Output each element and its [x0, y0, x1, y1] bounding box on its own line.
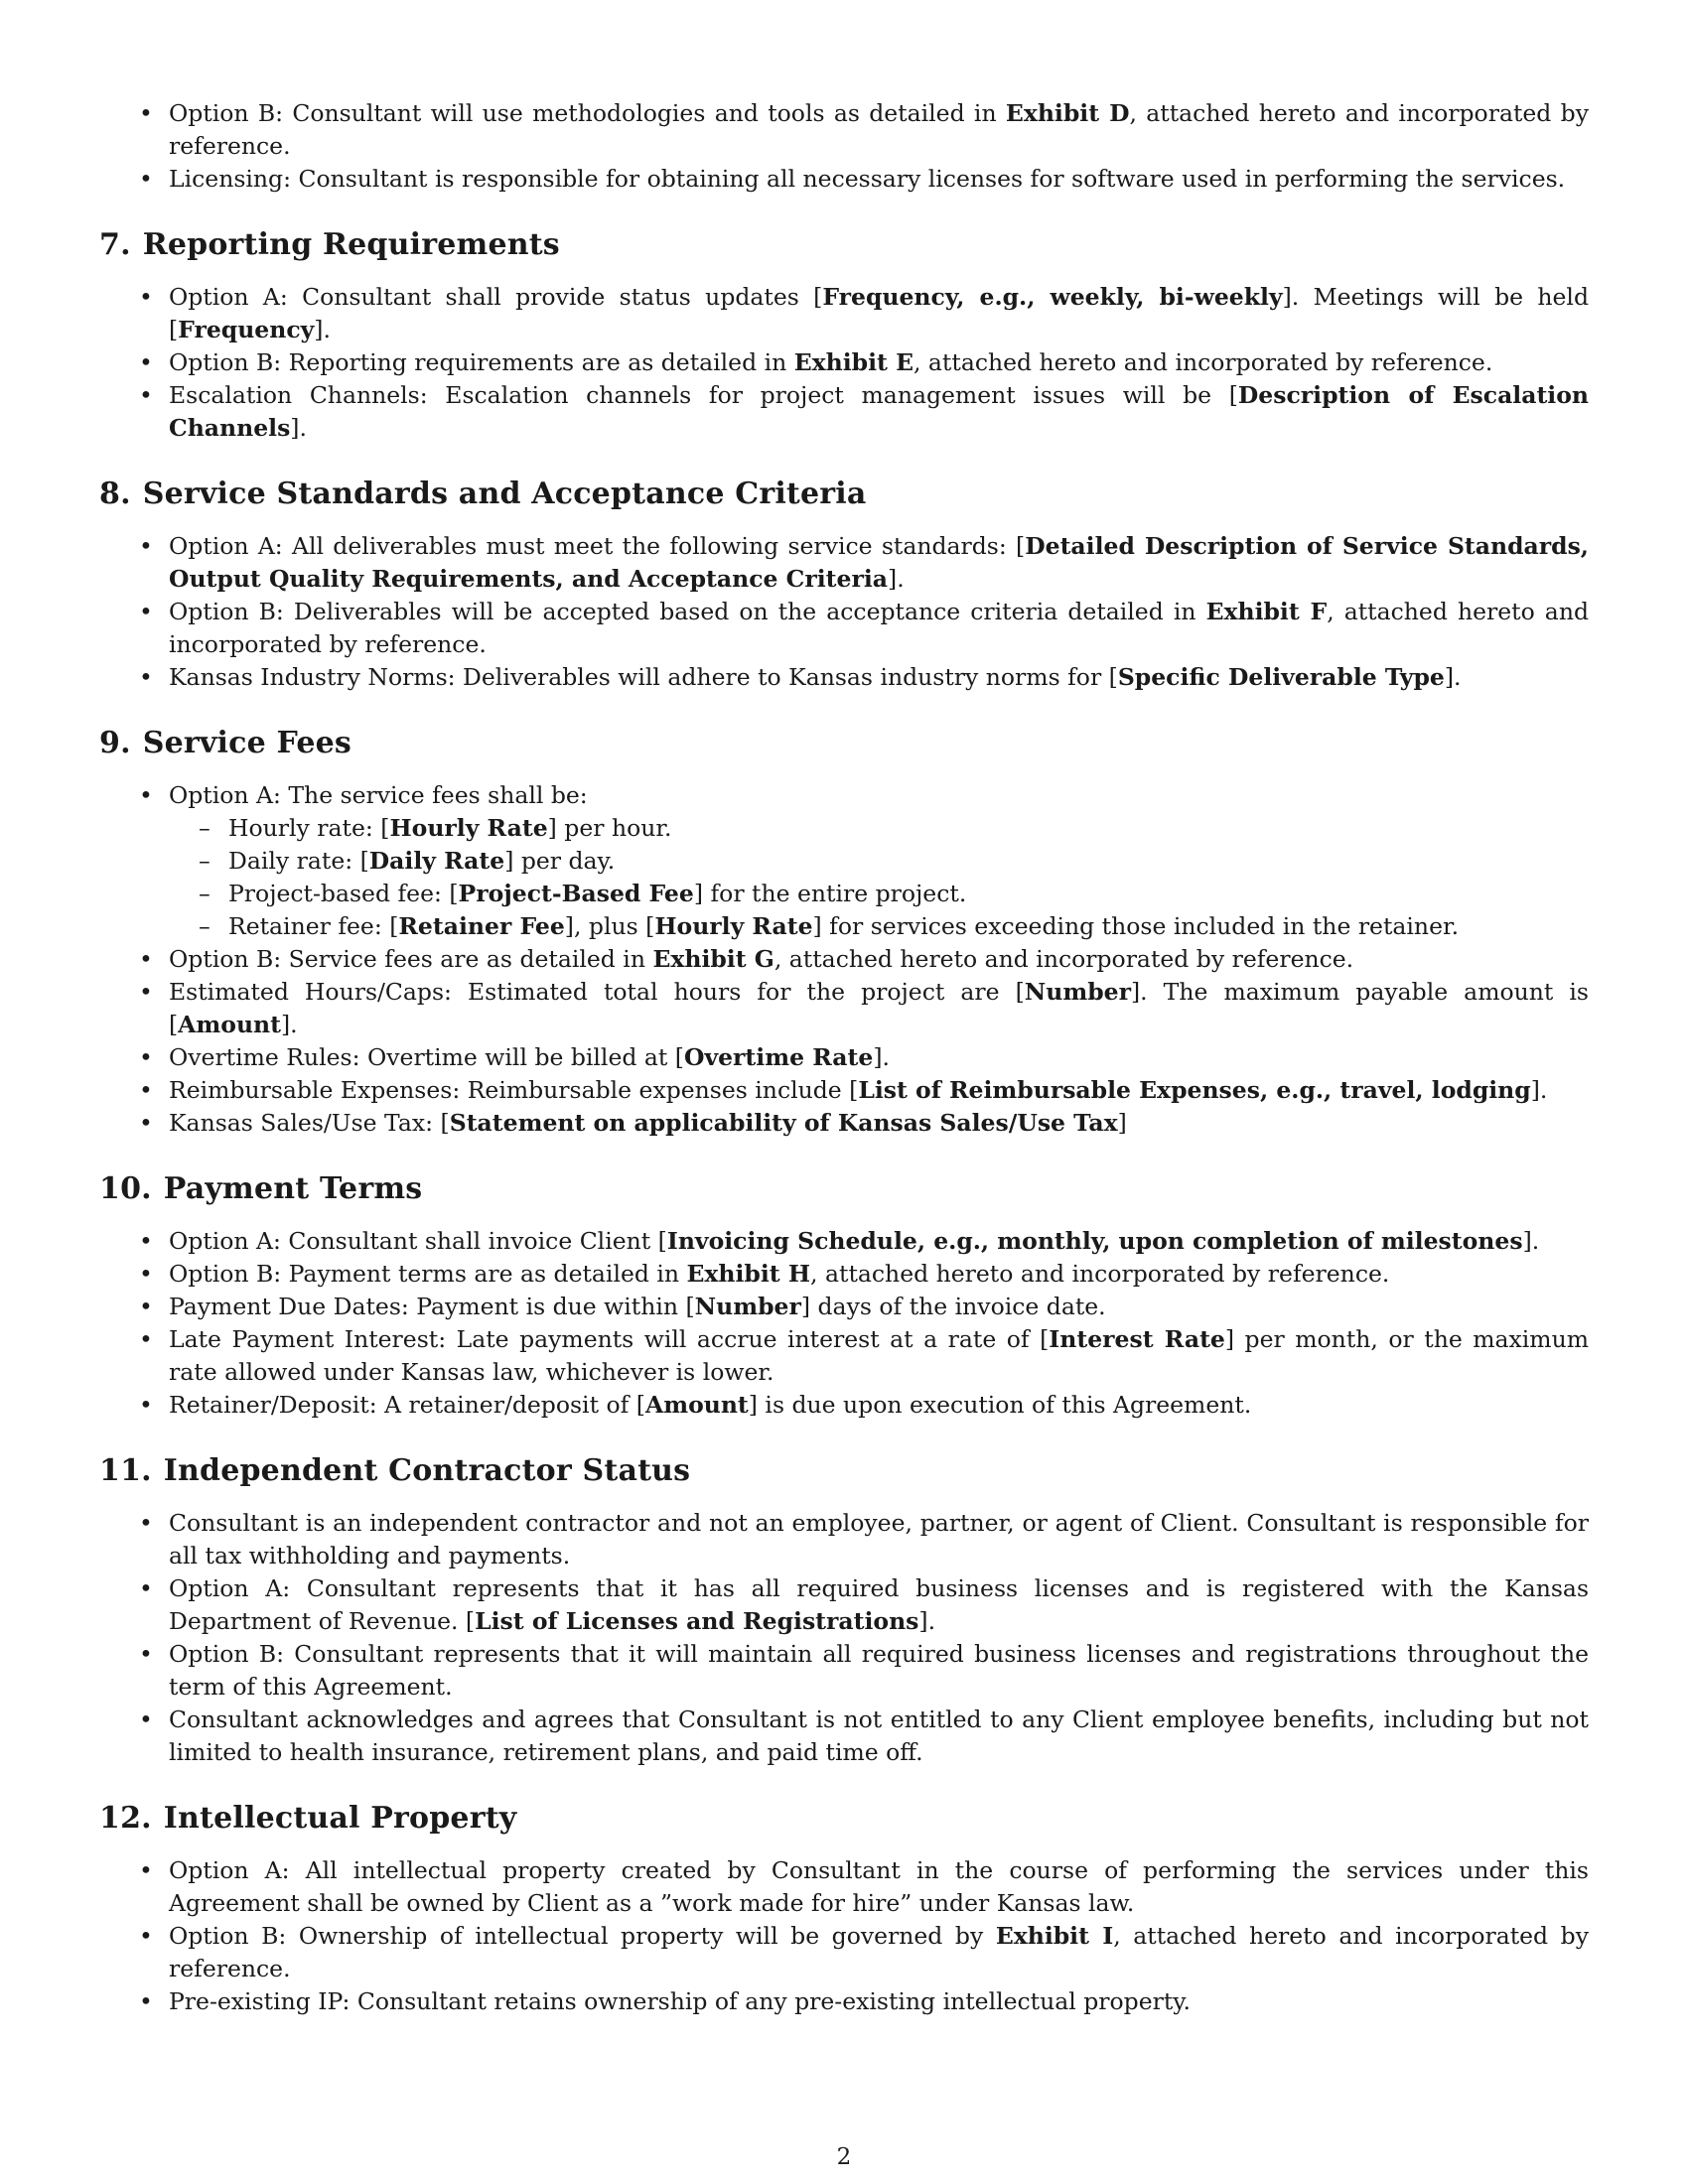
section-number: 8. [99, 477, 131, 511]
list-item [99, 596, 1589, 661]
item-bold-text: Amount [178, 1011, 281, 1038]
list-item [99, 530, 1589, 596]
item-text: ]. [290, 414, 307, 442]
item-text: ]. [280, 1011, 298, 1038]
sub-list-item [169, 812, 1589, 845]
item-bold-text: Frequency, e.g., weekly, bi-weekly [822, 283, 1283, 311]
item-text: ]. [1530, 1076, 1548, 1104]
item-text: , attached hereto and incorporated by reference. [169, 598, 1589, 658]
item-text: , attached hereto and incorporated by reference. [169, 99, 1589, 160]
item-text: , attached hereto and incorporated by reference. [913, 348, 1493, 376]
sub-list-item [169, 845, 1589, 878]
item-text: ]. [873, 1043, 890, 1071]
item-text: Licensing: Consultant is responsible for obtaining all necessary licenses for software used in performing the services. [169, 165, 1566, 193]
sub-bullet-list [169, 812, 1589, 943]
item-text: Option B: Service fees are as detailed in [169, 945, 653, 973]
section-heading [99, 227, 1589, 263]
item-bold-text: Project-Based Fee [458, 880, 694, 907]
section-title: Intellectual Property [163, 1801, 517, 1836]
bullet-list [99, 1507, 1589, 1769]
item-text: Option A: Consultant represents that it has all required business licenses and is registered with the Kansas Department of Revenue. [ [169, 1574, 1589, 1635]
section-7 [99, 227, 1589, 445]
item-text: ]. [314, 316, 331, 343]
item-text: Consultant acknowledges and agrees that Consultant is not entitled to any Client employee benefits, including but not limited to health insurance, retirement plans, and paid time off. [169, 1706, 1589, 1766]
item-text: Option B: Deliverables will be accepted based on the acceptance criteria detailed in [169, 598, 1206, 625]
item-text: , attached hereto and incorporated by reference. [810, 1260, 1390, 1288]
item-text: Option B: Payment terms are as detailed in [169, 1260, 687, 1288]
item-text: Option A: Consultant shall provide status updates [ [169, 283, 823, 311]
item-text: ] per day. [504, 847, 616, 875]
document-page [99, 97, 1589, 2050]
sub-list-item [169, 910, 1589, 943]
item-text: ] per month, or the maximum rate allowed under Kansas law, whichever is lower. [169, 1325, 1590, 1386]
item-bold-text: Interest Rate [1049, 1325, 1225, 1353]
list-item [99, 943, 1589, 976]
intro-continuation [99, 97, 1589, 196]
item-bold-text: Exhibit H [686, 1260, 811, 1288]
list-item [99, 1225, 1589, 1258]
list-item [99, 779, 1589, 943]
item-text: Kansas Sales/Use Tax: [ [169, 1109, 450, 1137]
item-text: Option B: Consultant will use methodologies and tools as detailed in [169, 99, 1006, 127]
list-item [99, 379, 1589, 445]
item-bold-text: Detailed Description of Service Standards, Output Quality Requirements, and Acceptance Criteria [169, 532, 1589, 593]
list-item [99, 1074, 1589, 1107]
item-bold-text: Invoicing Schedule, e.g., monthly, upon completion of milestones [666, 1227, 1523, 1255]
bullet-list [99, 530, 1589, 694]
item-text: Escalation Channels: Escalation channels for project management issues will be [ [169, 381, 1238, 409]
item-bold-text: Statement on applicability of Kansas Sales/Use Tax [449, 1109, 1118, 1137]
list-item [99, 1291, 1589, 1323]
item-text: ] is due upon execution of this Agreement. [748, 1391, 1252, 1419]
list-item [99, 1323, 1589, 1389]
section-heading [99, 1453, 1589, 1489]
item-text: Project-based fee: [ [228, 880, 459, 907]
item-bold-text: List of Reimbursable Expenses, e.g., travel, lodging [858, 1076, 1531, 1104]
item-bold-text: Daily Rate [368, 847, 505, 875]
item-text: Estimated Hours/Caps: Estimated total hours for the project are [ [169, 978, 1025, 1006]
item-bold-text: Hourly Rate [389, 814, 548, 842]
list-item [99, 281, 1589, 346]
section-title: Service Fees [142, 726, 352, 760]
list-item [99, 1389, 1589, 1422]
bullet-list [99, 779, 1589, 1140]
item-text: Late Payment Interest: Late payments will accrue interest at a rate of [ [169, 1325, 1050, 1353]
item-bold-text: Exhibit E [793, 348, 914, 376]
bullet-list [99, 1854, 1589, 2018]
section-title: Reporting Requirements [142, 227, 560, 262]
item-text: Retainer fee: [ [228, 912, 399, 940]
list-item [99, 976, 1589, 1041]
section-heading [99, 726, 1589, 761]
page-number: 2 [836, 2144, 852, 2170]
section-number: 11. [99, 1453, 152, 1488]
item-bold-text: List of Licenses and Registrations [475, 1607, 919, 1635]
item-text: ] [1117, 1109, 1127, 1137]
section-number: 10. [99, 1171, 152, 1206]
sub-list-item [169, 878, 1589, 910]
section-10 [99, 1171, 1589, 1422]
item-text: Payment Due Dates: Payment is due within [ [169, 1293, 695, 1320]
list-item [99, 1107, 1589, 1140]
item-text: Option A: All intellectual property created by Consultant in the course of performing the services under this Agreement shall be owned by Client as a ”work made for hire” under Kansas law. [169, 1856, 1589, 1917]
list-item [99, 1258, 1589, 1291]
item-text: Option B: Reporting requirements are as detailed in [169, 348, 794, 376]
section-11 [99, 1453, 1589, 1769]
section-heading [99, 1801, 1589, 1837]
list-item [99, 1704, 1589, 1769]
item-text: , attached hereto and incorporated by reference. [774, 945, 1354, 973]
item-text: Retainer/Deposit: A retainer/deposit of [ [169, 1391, 645, 1419]
sections-container [99, 227, 1589, 2018]
list-item [99, 1985, 1589, 2018]
list-item [99, 1638, 1589, 1704]
item-text: Hourly rate: [ [228, 814, 390, 842]
section-number: 9. [99, 726, 131, 760]
item-text: Consultant is an independent contractor and not an employee, partner, or agent of Client. Consultant is responsible for all tax withholding and payments. [169, 1509, 1589, 1570]
list-item [99, 1507, 1589, 1572]
bullet-list [99, 281, 1589, 445]
intro-list [99, 97, 1589, 196]
item-bold-text: Hourly Rate [654, 912, 813, 940]
item-text: Option B: Ownership of intellectual property will be governed by [169, 1922, 996, 1950]
item-text: ] per hour. [547, 814, 672, 842]
list-item [99, 1920, 1589, 1985]
item-text: ]. [918, 1607, 936, 1635]
item-bold-text: Number [694, 1293, 801, 1320]
list-item [99, 1572, 1589, 1638]
item-text: ]. The maximum payable amount is [ [169, 978, 1589, 1038]
item-text: , attached hereto and incorporated by reference. [169, 1922, 1589, 1982]
list-item [99, 1854, 1589, 1920]
list-item [99, 1041, 1589, 1074]
item-bold-text: Number [1024, 978, 1131, 1006]
item-text: Option A: The service fees shall be: [169, 781, 588, 809]
section-9 [99, 726, 1589, 1140]
item-bold-text: Exhibit G [652, 945, 774, 973]
item-bold-text: Exhibit D [1005, 99, 1130, 127]
list-item [99, 163, 1589, 196]
section-number: 12. [99, 1801, 152, 1836]
item-text: Overtime Rules: Overtime will be billed at [ [169, 1043, 684, 1071]
item-text: Option A: All deliverables must meet the following service standards: [ [169, 532, 1026, 560]
item-bold-text: Exhibit I [995, 1922, 1114, 1950]
item-bold-text: Specific Deliverable Type [1117, 663, 1445, 691]
list-item [99, 661, 1589, 694]
item-text: ]. [1444, 663, 1462, 691]
item-text: ] days of the invoice date. [800, 1293, 1106, 1320]
list-item [99, 97, 1589, 163]
section-heading [99, 477, 1589, 512]
item-bold-text: Retainer Fee [398, 912, 565, 940]
item-bold-text: Overtime Rate [683, 1043, 874, 1071]
section-heading [99, 1171, 1589, 1207]
item-bold-text: Exhibit F [1205, 598, 1328, 625]
section-8 [99, 477, 1589, 694]
item-text: Option A: Consultant shall invoice Client [ [169, 1227, 667, 1255]
item-text: ]. [888, 565, 905, 593]
bullet-list [99, 1225, 1589, 1422]
item-text: Reimbursable Expenses: Reimbursable expenses include [ [169, 1076, 859, 1104]
item-bold-text: Description of Escalation Channels [169, 381, 1589, 442]
item-bold-text: Amount [644, 1391, 749, 1419]
item-text: ] for services exceeding those included in the retainer. [812, 912, 1460, 940]
section-12 [99, 1801, 1589, 2018]
list-item [99, 346, 1589, 379]
item-text: ]. [1522, 1227, 1540, 1255]
item-text: ], plus [ [564, 912, 655, 940]
section-title: Payment Terms [163, 1171, 423, 1206]
section-title: Independent Contractor Status [163, 1453, 691, 1488]
item-text: Kansas Industry Norms: Deliverables will adhere to Kansas industry norms for [ [169, 663, 1118, 691]
item-text: Option B: Consultant represents that it will maintain all required business licenses and registrations throughout the term of this Agreement. [169, 1640, 1589, 1701]
item-text: ] for the entire project. [693, 880, 967, 907]
item-text: Daily rate: [ [228, 847, 369, 875]
section-title: Service Standards and Acceptance Criteria [142, 477, 867, 511]
item-text: ]. Meetings will be held [ [169, 283, 1589, 343]
item-text: Pre-existing IP: Consultant retains ownership of any pre-existing intellectual property. [169, 1987, 1191, 2015]
item-bold-text: Frequency [178, 316, 315, 343]
section-number: 7. [99, 227, 131, 262]
